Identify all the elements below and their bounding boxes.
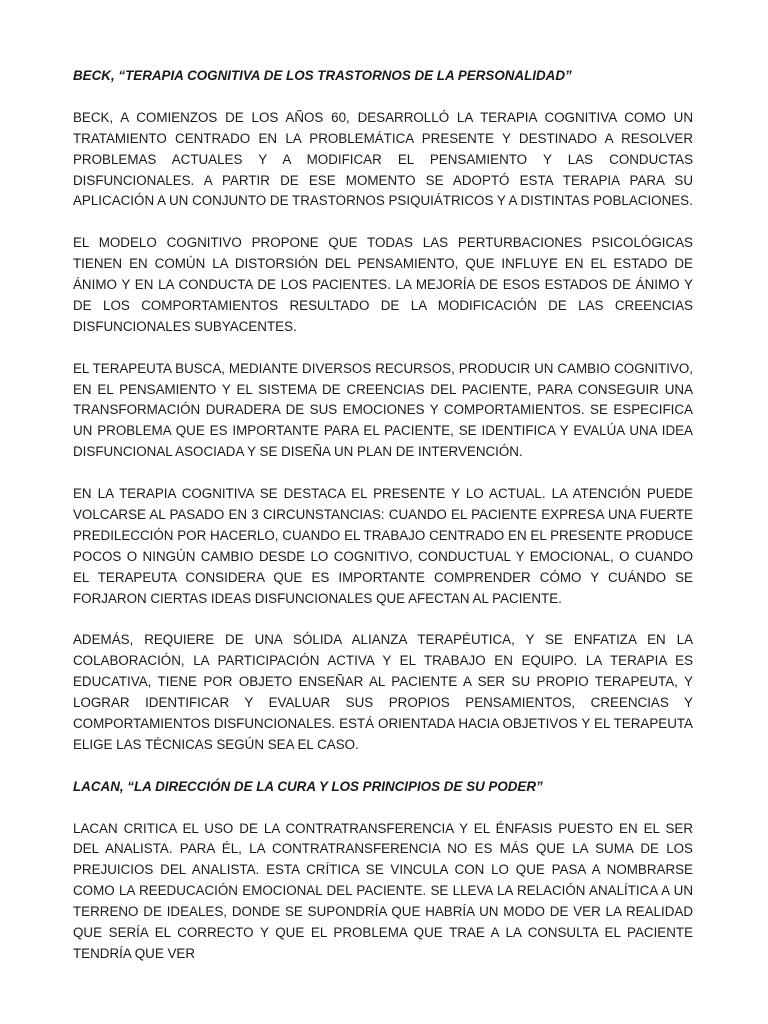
section-heading-beck: BECK, “TERAPIA COGNITIVA DE LOS TRASTORNOS DE LA PERSONALIDAD” [73, 68, 572, 83]
paragraph: EL TERAPEUTA BUSCA, MEDIANTE DIVERSOS RECURSOS, PRODUCIR UN CAMBIO COGNITIVO, EN EL PENSAMIENTO Y EL SISTEMA DE CREENCIAS DEL PACIENTE, PARA CONSEGUIR UNA TRANSFORMACIÓN DURADERA DE SUS EMOCIONES Y COMPORTAMIENTOS. SE ESPECIFICA UN PROBLEMA QUE ES IMPORTANTE PARA EL PACIENTE, SE IDENTIFICA Y EVALÚA UNA IDEA DISFUNCIONAL ASOCIADA Y SE DISEÑA UN PLAN DE INTERVENCIÓN. [73, 360, 693, 460]
paragraph: EN LA TERAPIA COGNITIVA SE DESTACA EL PRESENTE Y LO ACTUAL. LA ATENCIÓN PUEDE VOLCARSE AL PASADO EN 3 CIRCUNSTANCIAS: CUANDO EL PACIENTE EXPRESA UNA FUERTE PREDILECCIÓN POR HACERLO, CUANDO EL TRABAJO CENTRADO EN EL PRESENTE PRODUCE POCOS O NINGÚN CAMBIO DESDE LO COGNITIVO, CONDUCTUAL Y EMOCIONAL, O CUANDO EL TERAPEUTA CONSIDERA QUE ES IMPORTANTE COMPRENDER CÓMO Y CUÁNDO SE FORJARON CIERTAS IDEAS DISFUNCIONALES QUE AFECTAN AL PACIENTE. [73, 486, 693, 606]
paragraph: ADEMÁS, REQUIERE DE UNA SÓLIDA ALIANZA TERAPÉUTICA, Y SE ENFATIZA EN LA COLABORACIÓN, LA PARTICIPACIÓN ACTIVA Y EL TRABAJO EN EQUIPO. LA TERAPIA ES EDUCATIVA, TIENE POR OBJETO ENSEÑAR AL PACIENTE A SER SU PROPIO TERAPEUTA, Y LOGRAR IDENTIFICAR Y EVALUAR SUS PROPIOS PENSAMIENTOS, CREENCIAS Y COMPORTAMIENTOS DISFUNCIONALES. ESTÁ ORIENTADA HACIA OBJETIVOS Y EL TERAPEUTA ELIGE LAS TÉCNICAS SEGÚN SEA EL CASO. [73, 632, 693, 752]
paragraph: BECK, A COMIENZOS DE LOS AÑOS 60, DESARROLLÓ LA TERAPIA COGNITIVA COMO UN TRATAMIENTO CENTRADO EN LA PROBLEMÁTICA PRESENTE Y DESTINADO A RESOLVER PROBLEMAS ACTUALES Y A MODIFICAR EL PENSAMIENTO Y LAS CONDUCTAS DISFUNCIONALES. A PARTIR DE ESE MOMENTO SE ADOPTÓ ESTA TERAPIA PARA SU APLICACIÓN A UN CONJUNTO DE TRASTORNOS PSIQUIÁTRICOS Y A DISTINTAS POBLACIONES. [73, 109, 693, 209]
paragraph: LACAN CRITICA EL USO DE LA CONTRATRANSFERENCIA Y EL ÉNFASIS PUESTO EN EL SER DEL ANALISTA. PARA ÉL, LA CONTRATRANSFERENCIA NO ES MÁS QUE LA SUMA DE LOS PREJUICIOS DEL ANALISTA. ESTA CRÍTICA SE VINCULA CON LO QUE PASA A NOMBRARSE COMO LA REEDUCACIÓN EMOCIONAL DEL PACIENTE. SE LLEVA LA RELACIÓN ANALÍTICA A UN TERRENO DE IDEALES, DONDE SE SUPONDRÍA QUE HABRÍA UN MODO DE VER LA REALIDAD QUE SERÍA EL CORRECTO Y QUE EL PROBLEMA QUE TRAE A LA CONSULTA EL PACIENTE TENDRÍA QUE VER [73, 820, 693, 961]
paragraph: EL MODELO COGNITIVO PROPONE QUE TODAS LAS PERTURBACIONES PSICOLÓGICAS TIENEN EN COMÚN LA DISTORSIÓN DEL PENSAMIENTO, QUE INFLUYE EN EL ESTADO DE ÁNIMO Y EN LA CONDUCTA DE LOS PACIENTES. LA MEJORÍA DE ESOS ESTADOS DE ÁNIMO Y DE LOS COMPORTAMIENTOS RESULTADO DE LA MODIFICACIÓN DE LAS CREENCIAS DISFUNCIONALES SUBYACENTES. [73, 235, 693, 334]
document-page [73, 66, 693, 986]
section-heading-lacan: LACAN, “LA DIRECCIÓN DE LA CURA Y LOS PRINCIPIOS DE SU PODER” [73, 778, 543, 794]
